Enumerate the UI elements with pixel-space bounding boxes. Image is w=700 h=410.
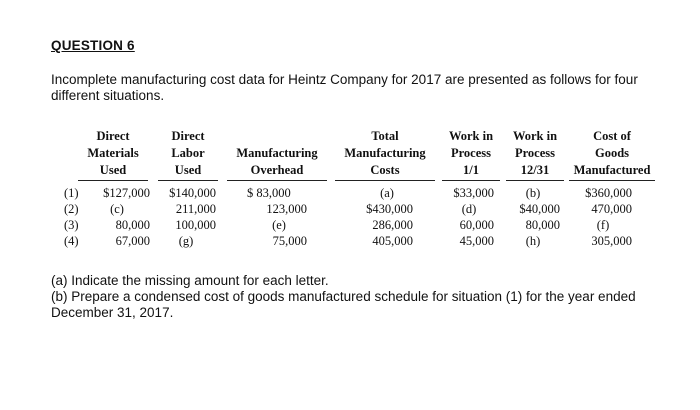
- cell-wip-begin: 45,000: [459, 234, 494, 248]
- header-direct-materials: Direct Materials Used: [78, 128, 148, 181]
- cell-direct-materials: (c): [110, 202, 124, 216]
- cell-direct-labor: (g): [178, 234, 194, 248]
- header-total-manufacturing-costs: Total Manufacturing Costs: [335, 128, 435, 181]
- cell-direct-labor: 100,000: [175, 218, 216, 232]
- part-b-text: (b) Prepare a condensed cost of goods manufactured schedule for situation (1) for the year ended December 31, 2017.: [51, 289, 636, 320]
- cell-cogm: (f): [596, 218, 610, 232]
- row-label: (1): [64, 186, 79, 200]
- cell-direct-labor: 211,000: [175, 202, 216, 216]
- question-parts: [51, 273, 691, 321]
- header-direct-labor: Direct Labor Used: [158, 128, 218, 181]
- cell-direct-labor: $140,000: [169, 186, 216, 200]
- row-label: (4): [64, 234, 79, 248]
- header-manufacturing-overhead: Manufacturing Overhead: [227, 145, 327, 181]
- cell-wip-end: 80,000: [525, 218, 560, 232]
- cell-cogm: $360,000: [585, 186, 632, 200]
- part-a-text: (a) Indicate the missing amount for each letter.: [51, 273, 329, 288]
- cost-data-table: [64, 128, 664, 253]
- cell-wip-begin: $33,000: [453, 186, 494, 200]
- cell-total-costs: $430,000: [366, 202, 413, 216]
- cell-wip-begin: 60,000: [459, 218, 494, 232]
- intro-text: Incomplete manufacturing cost data for Heintz Company for 2017 are presented as follows for four different situations.: [51, 72, 638, 103]
- cell-direct-materials: 80,000: [115, 218, 150, 232]
- cell-cogm: 470,000: [591, 202, 632, 216]
- header-work-in-process-end: Work in Process 12/31: [506, 128, 564, 181]
- question-heading: QUESTION 6: [51, 38, 135, 53]
- cell-wip-end: (h): [525, 234, 541, 248]
- cell-total-costs: 405,000: [372, 234, 413, 248]
- row-label: (3): [64, 218, 79, 232]
- cell-wip-end: $40,000: [519, 202, 560, 216]
- cell-overhead: 75,000: [272, 234, 307, 248]
- cell-direct-materials: 67,000: [115, 234, 150, 248]
- cell-overhead: $ 83,000: [247, 186, 291, 200]
- cell-overhead: 123,000: [266, 202, 307, 216]
- cell-direct-materials: $127,000: [103, 186, 150, 200]
- cell-total-costs: (a): [380, 186, 394, 200]
- cell-total-costs: 286,000: [372, 218, 413, 232]
- cell-wip-end: (b): [525, 186, 541, 200]
- cell-cogm: 305,000: [591, 234, 632, 248]
- row-label: (2): [64, 202, 79, 216]
- header-cost-of-goods-manufactured: Cost of Goods Manufactured: [569, 128, 655, 181]
- cell-wip-begin: (d): [461, 202, 477, 216]
- cell-overhead: (e): [272, 218, 286, 232]
- header-work-in-process-begin: Work in Process 1/1: [442, 128, 500, 181]
